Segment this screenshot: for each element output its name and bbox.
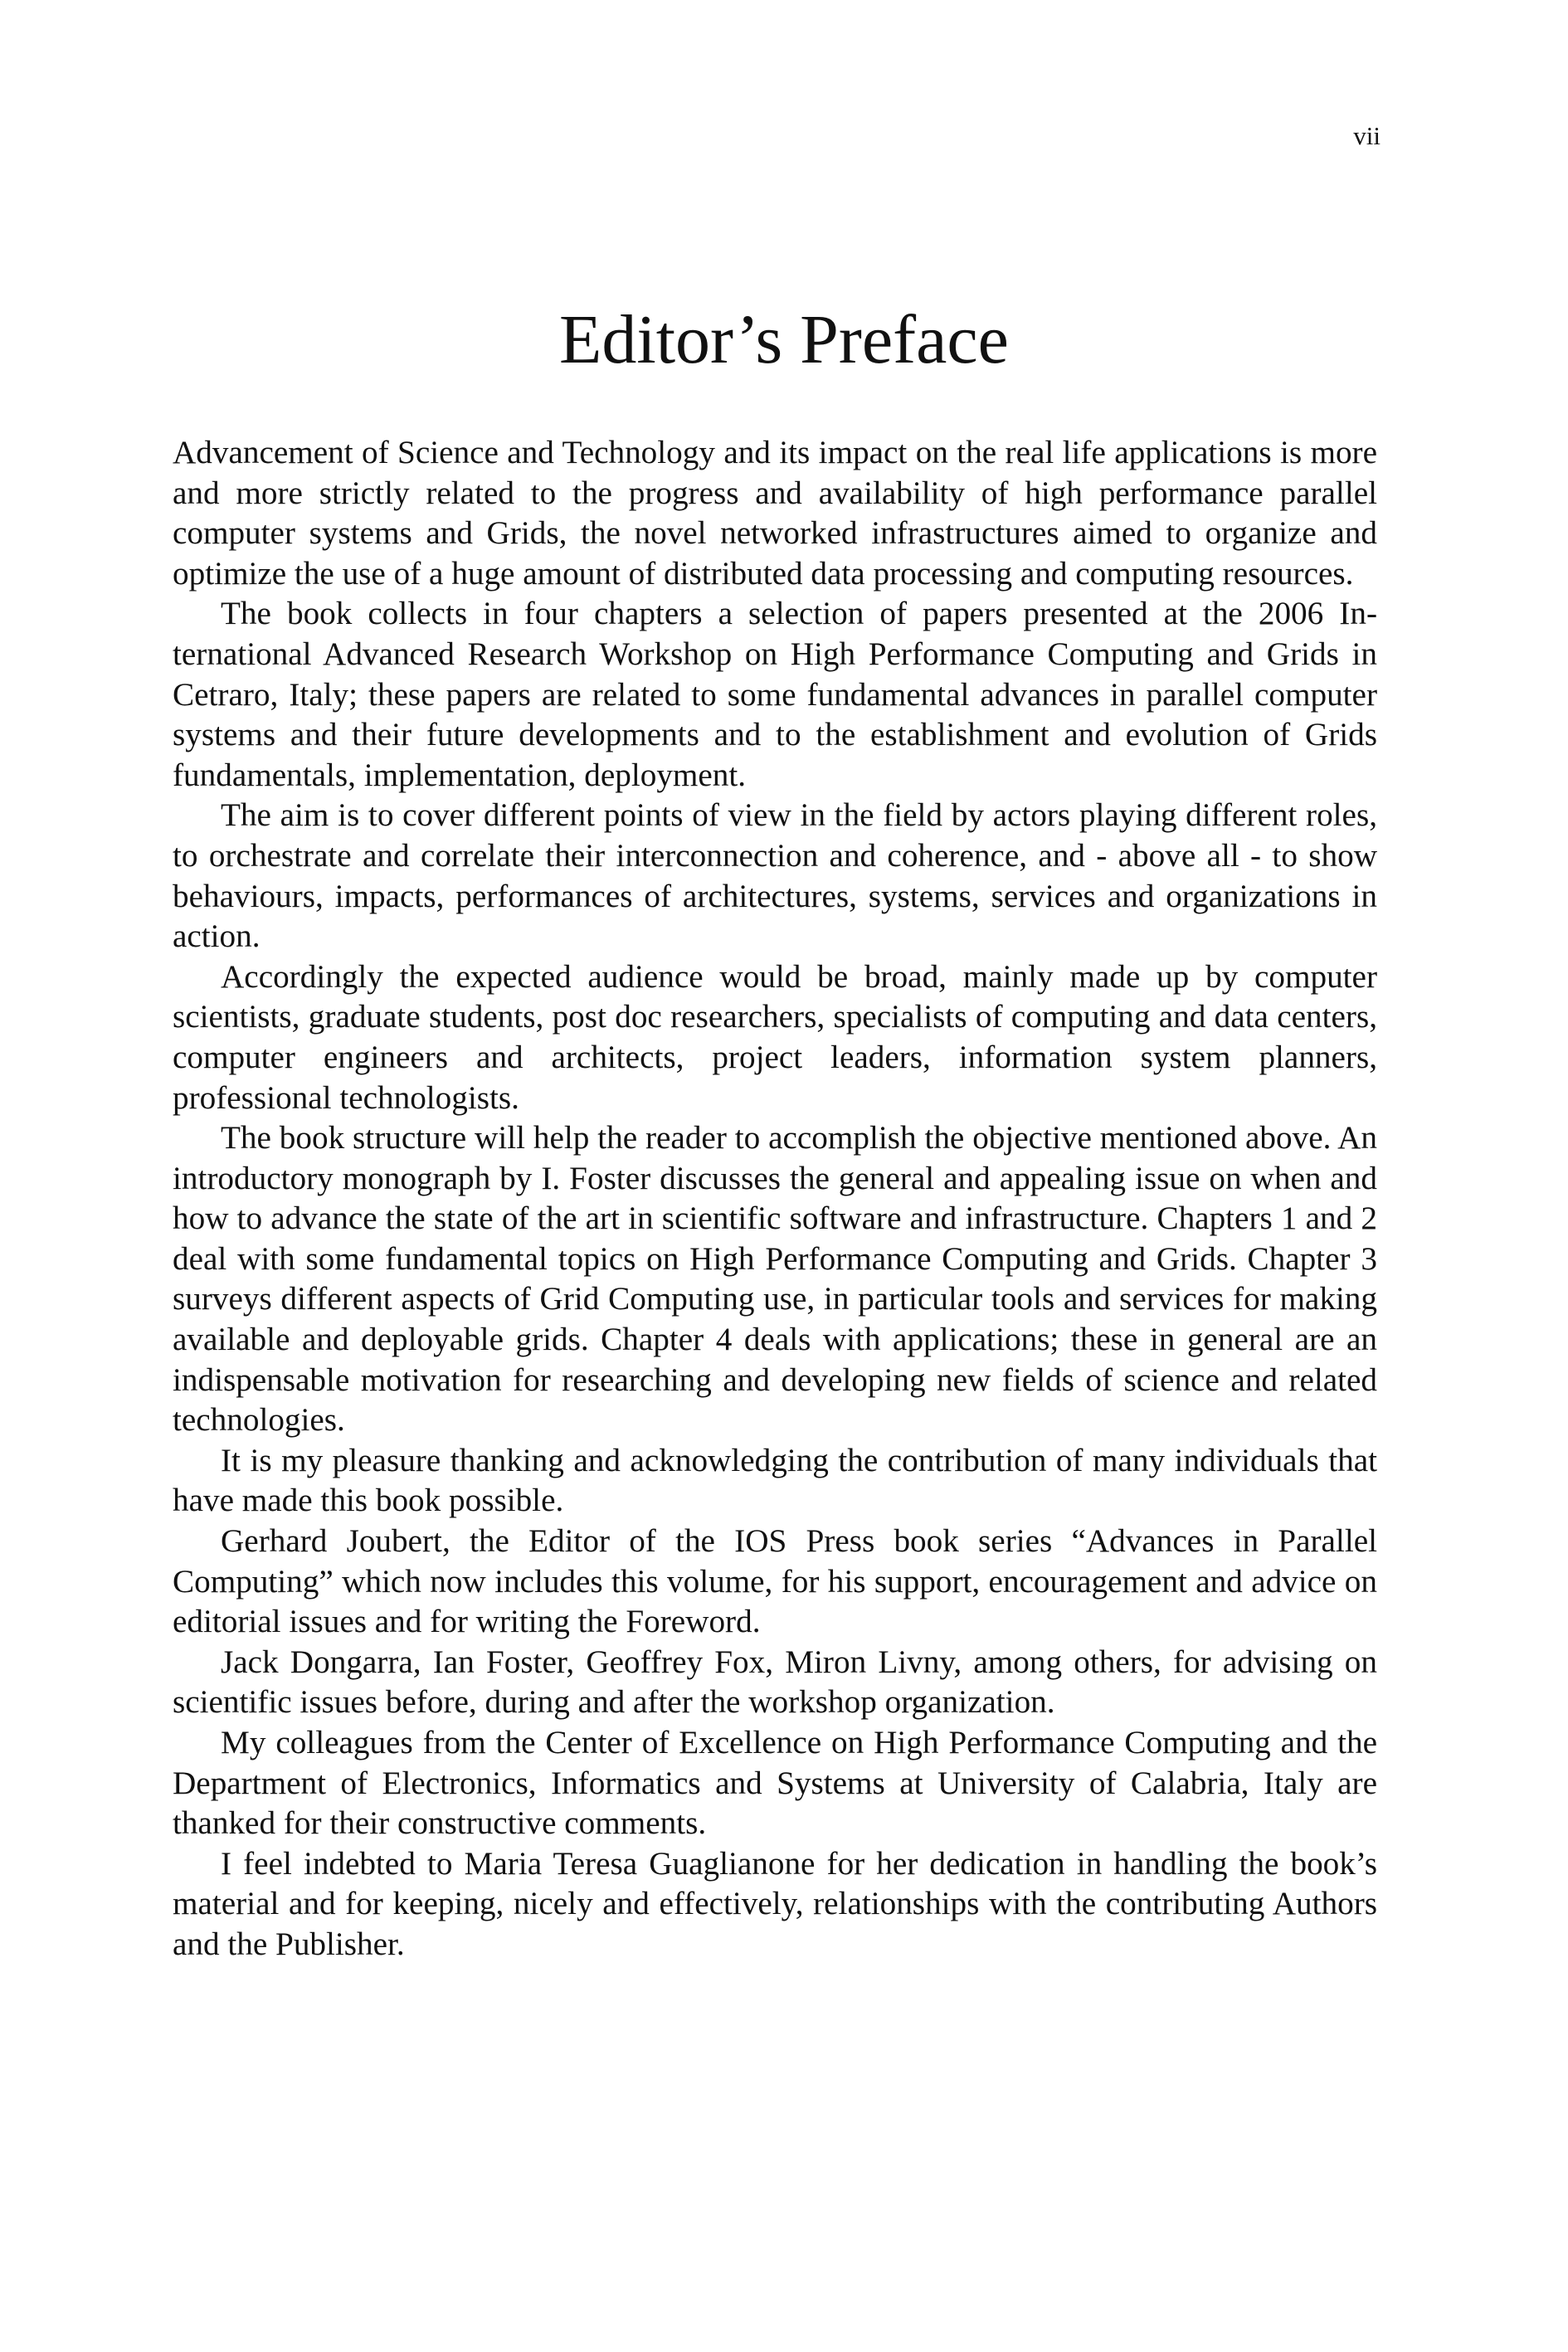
paragraph-intro: Advancement of Science and Technology and its impact on the real life applications is more and more strictly related to the progress and availability of high performance parallel computer systems and Grids, the novel networked infrastructures aimed to organize and optimize the use of a huge amount of distributed data processing and computing resources. — [173, 435, 1377, 592]
page-number: vii — [1353, 121, 1381, 150]
paragraph-audience: Accordingly the expected audience would be broad, mainly made up by computer scientists, graduate students, post doc researchers, specialists of computing and data centers, computer engineers and architects, project leaders, information system planners, professional technologists. — [173, 958, 1377, 1116]
paragraph-aim: The aim is to cover different points of view in the field by actors playing different roles, to orchestrate and correlate their interconnection and coherence, and - above all - to show behaviours, impacts, performances of architectures, systems, services and organizations in action. — [173, 797, 1377, 955]
paragraph-acknowledgement: It is my pleasure thanking and acknowledging the contribution of many individuals that have made this book possible. — [173, 1442, 1377, 1519]
page-title: Editor’s Preface — [559, 301, 1009, 378]
paragraph-book-collection: The book collects in four chapters a selection of papers presented at the 2006 International Advanced Research Workshop on High Performance Computing and Grids in Cetraro, Italy; these papers are related to some fundamental advances in parallel computer systems and their future developments and to the establishment and evolution of Grids fundamentals, implementation, deployment. — [173, 596, 1377, 793]
paragraph-joubert: Gerhard Joubert, the Editor of the IOS Press book series “Advances in Parallel Computing” which now includes this volume, for his support, encouragement and advice on editorial issues and for writing the Foreword. — [173, 1523, 1377, 1640]
paragraph-advisors: Jack Dongarra, Ian Foster, Geoffrey Fox, Miron Livny, among others, for advising on scientific issues before, during and after the workshop organization. — [173, 1643, 1377, 1721]
paragraph-colleagues: My colleagues from the Center of Excellence on High Performance Computing and the Department of Electronics, Informatics and Systems at University of Calabria, Italy are thanked for their constructive comments. — [173, 1725, 1377, 1842]
paragraph-guaglianone: I feel indebted to Maria Teresa Guaglianone for her dedication in handling the book’s material and for keeping, nicely and effectively, relationships with the contributing Authors and the Publisher. — [173, 1845, 1377, 1962]
paragraph-structure: The book structure will help the reader to accomplish the objective mentioned above. An introductory monograph by I. Foster discusses the general and appealing issue on when and how to advance the state of the art in scientific software and infrastructure. Chapters 1 and 2 deal with some fundamental topics on High Performance Computing and Grids. Chapter 3 surveys different aspects of Grid Computing use, in particular tools and services for making available and deployable grids. Chapter 4 deals with applications; these in general are an indispensable motivation for researching and developing new fields of science and related technologies. — [173, 1120, 1377, 1439]
preface-body — [173, 433, 1377, 1965]
